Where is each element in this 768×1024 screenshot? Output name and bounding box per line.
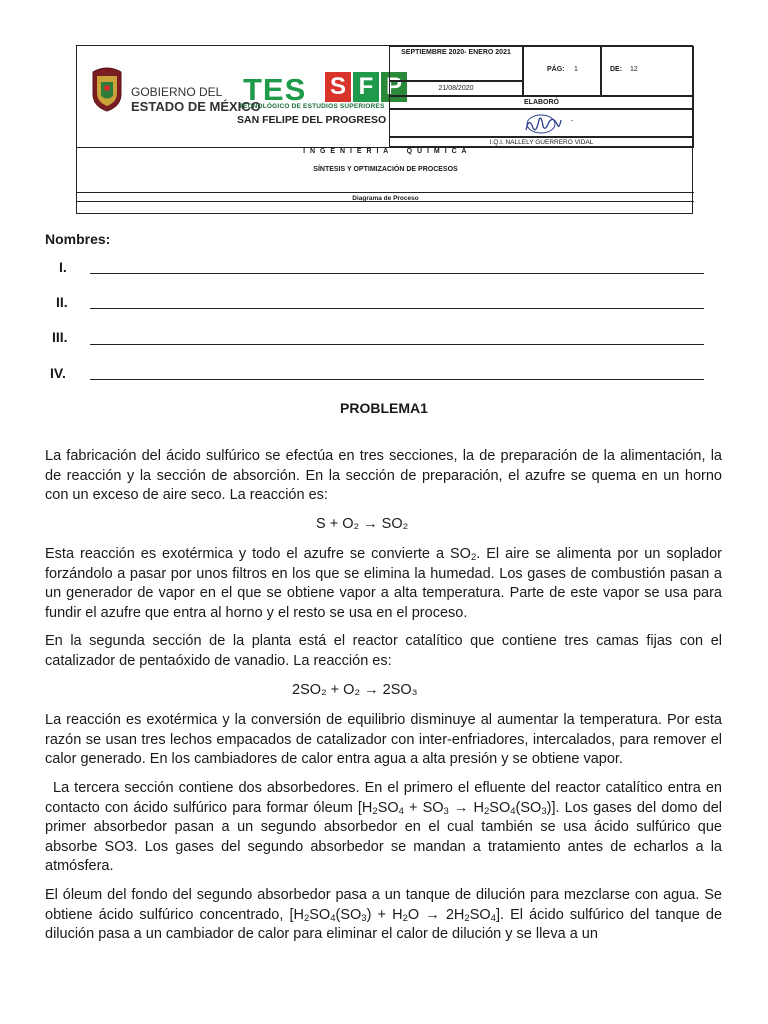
gov-line1: GOBIERNO DEL: [131, 85, 223, 99]
name-line-4[interactable]: [90, 379, 704, 380]
name-roman-2: II.: [56, 294, 68, 310]
equation-2: 2SO₂ + O₂ → 2SO₃: [292, 682, 418, 698]
total-pages-cell: [601, 46, 694, 96]
paragraph-4: La reacción es exotérmica y la conversión de equilibrio disminuye al aumentar la temperatura. Por esta razón se usan tres lechos empacados de catalizador con inter-enfriadores, intercalados, para remover el calor generado. En los cambiadores de calor entra agua a alta presión y se obtiene vapor.: [45, 712, 722, 767]
logo-letter-f: F: [353, 72, 379, 102]
name-roman-1: I.: [59, 259, 67, 275]
paragraph-2-part-2: . El aire se alimenta por un soplador forzándolo a pasar por unos filtros en los que se elimina la humedad. Los gases de combustión pasan a un generador de vapor en el que se obtiene vapor a alta temperatura. Parte de este vapor se usa para fundir el azufre que entra al horno y el resto se usa en el proceso.: [45, 546, 722, 621]
name-line-2[interactable]: [90, 308, 704, 309]
name-roman-3: III.: [52, 329, 68, 345]
paragraph-2-part-1: Esta reacción es exotérmica y todo el azufre se convierte a SO: [45, 546, 471, 562]
header-divider: [77, 201, 694, 202]
logo-area: [77, 46, 402, 147]
date-cell: 21/08/2020: [389, 81, 523, 96]
period-cell: SEPTIEMBRE 2020- ENERO 2021: [389, 46, 523, 81]
state-seal-icon: [89, 66, 125, 112]
paragraph-1: La fabricación del ácido sulfúrico se efectúa en tres secciones, la de preparación de la alimentación, la de reacción y la sección de absorción. En la sección de preparación, el azufre se quema en un horno con un exceso de aire seco. La reacción es:: [45, 448, 722, 503]
paragraph-5-part-2: Los gases del domo del primer absorbedor pasan a un segundo absorbedor en el cual también se usa ácido sulfúrico que absorbe SO3. Los gases del segundo absorbedor se mandan a tratamiento antes de echarlos a la atmósfera.: [45, 799, 723, 874]
program-name: I N G E N I E R I A Q U I M I C A: [303, 148, 468, 155]
gov-line2: ESTADO DE MÉXICO: [131, 99, 261, 114]
signature-dash: -: [571, 118, 574, 125]
equation-1: S + O₂ → SO₂: [316, 516, 409, 532]
page-cell: [523, 46, 601, 96]
program-course-cell: [77, 147, 694, 193]
page-label: PÁG:: [547, 66, 565, 73]
topic-cell: Diagrama de Proceso: [352, 195, 419, 202]
paragraph-6: El óleum del fondo del segundo absorbedor pasa a un tanque de dilución para mezclarse con agua. Se obtiene ácido sulfúrico concentrado, $[H_2SO_4(SO_3) + H_2O \to 2H_2SO_4]$. El ácido sulfúrico del tanque de dilución pasa a un cambiador de calor para eliminar el calor de dilución y se lleva a un: [45, 887, 723, 942]
name-line-3[interactable]: [90, 344, 704, 345]
course-name: SÍNTESIS Y OPTIMIZACIÓN DE PROCESOS: [313, 166, 458, 173]
problem-title: PROBLEMA1: [340, 400, 428, 416]
signature-cell: [389, 109, 694, 137]
logo-letter-p: P: [381, 72, 407, 102]
of-number: 12: [630, 66, 638, 73]
paragraph-3: En la segunda sección de la planta está el reactor catalítico que contiene tres camas fijas con el catalizador de pentaóxido de vanadio. La reacción es:: [45, 633, 722, 669]
page-number: 1: [574, 66, 578, 73]
of-label: DE:: [610, 66, 623, 73]
paragraph-5: La tercera sección contiene dos absorbedores. En el primero el efluente del reactor catalítico entra en contacto con ácido sulfúrico para formar óleum $[H_2SO_4 + SO_3 \to H_2SO_4(SO_3)]$. Los gases del domo del primer absorbedor pasan a un segundo absorbedor en el cual también se usa ácido sulfúrico que absorbe SO3. Los gases del segundo absorbedor se mandan a tratamiento antes de echarlos a la atmósfera.: [45, 780, 723, 874]
paragraph-6-part-1: El óleum del fondo del segundo absorbedor pasa a un tanque de dilución para mezclarse con agua. Se obtiene ácido sulfúrico concentrado, [H: [45, 887, 722, 923]
tes-logo-text: TES: [243, 72, 307, 107]
names-label: Nombres:: [45, 231, 111, 247]
signature-icon: [523, 112, 563, 136]
tec-subtitle: TECNOLÓGICO DE ESTUDIOS SUPERIORES: [239, 103, 385, 110]
name-line-1[interactable]: [90, 273, 704, 274]
paragraph-5-part-1: La tercera sección contiene dos absorbedores. En el primero el efluente del reactor catalítico entra en contacto con ácido sulfúrico para formar óleum [H: [45, 780, 722, 816]
campus-name: SAN FELIPE DEL PROGRESO: [237, 114, 387, 126]
elaboro-label: ELABORÓ: [389, 96, 694, 109]
author-cell: I.Q.I. NALLELY GUERRERO VIDAL: [389, 137, 694, 147]
paragraph-6-part-2: El ácido sulfúrico del tanque de dilución pasa a un cambiador de calor para eliminar el calor de dilución y se lleva a un: [45, 906, 723, 942]
paragraph-2: Esta reacción es exotérmica y todo el azufre se convierte a $SO_2$. El aire se alimenta por un soplador forzándolo a pasar por unos filtros en los que se elimina la humedad. Los gases de combustión pasan a un generador de vapor en el que se obtiene vapor a alta temperatura. Parte de este vapor se usa para fundir el azufre que entra al horno y el resto se usa en el proceso.: [45, 546, 722, 621]
name-roman-4: IV.: [50, 365, 66, 381]
document-header: [76, 45, 693, 214]
logo-letter-s: S: [325, 72, 351, 102]
